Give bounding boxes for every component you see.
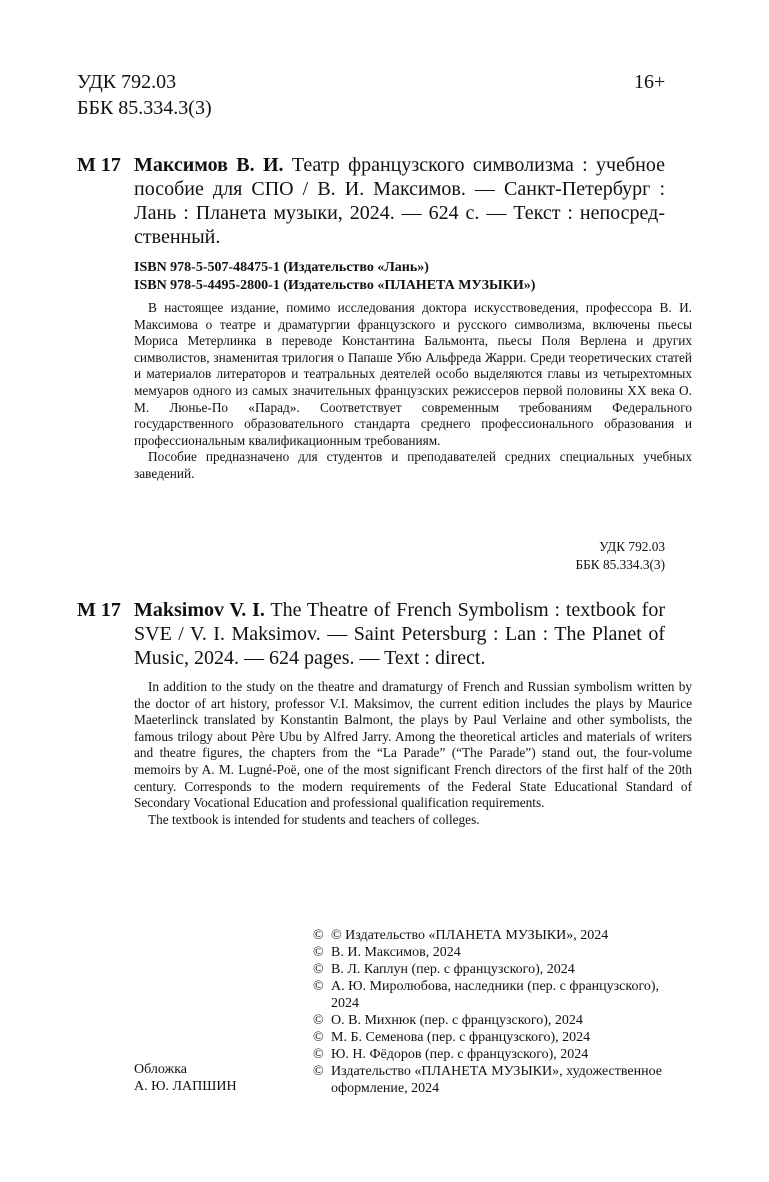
entry-ru xyxy=(134,153,665,249)
copyright-sign: © xyxy=(313,1047,324,1062)
header-classification xyxy=(77,69,212,121)
abstract-en-paragraph-2: The textbook is intended for students and teachers of colleges. xyxy=(148,811,480,827)
copyright-item: © Издательство «ПЛАНЕТА МУЗЫКИ», художественное оформление, 2024 xyxy=(313,1064,662,1096)
copyright-sign: © xyxy=(313,928,324,943)
age-rating: 16+ xyxy=(634,71,666,93)
copyright-item: © В. И. Максимов, 2024 xyxy=(313,945,461,960)
udk-right: УДК 792.03 xyxy=(599,539,665,554)
abstract-ru-paragraph-2: Пособие предназначено для студентов и преподавателей средних специальных учебных заведений. xyxy=(134,449,692,481)
entry-en-author: Maksimov V. I. xyxy=(134,599,265,621)
copyright-sign: © xyxy=(313,1030,324,1045)
isbn-block xyxy=(134,259,694,295)
copyright-item: © © Издательство «ПЛАНЕТА МУЗЫКИ», 2024 xyxy=(313,928,609,943)
isbn-lan: ISBN 978-5-507-48475-1 (Издательство «Лань») xyxy=(134,260,429,275)
entry-en-description: The Theatre of French Symbolism : textbook for SVE / V. I. Maksimov. — Saint Petersburg : Lan : The Planet of Music, 2024. — 624 pages. — Text : direct. xyxy=(134,599,665,669)
cover-designer: А. Ю. ЛАПШИН xyxy=(134,1079,237,1094)
udk-code: УДК 792.03 xyxy=(77,71,177,93)
entry-code-ru: М 17 xyxy=(77,154,121,176)
abstract-ru xyxy=(134,300,692,483)
entry-en xyxy=(134,598,665,670)
copyright-item: © М. Б. Семенова (пер. с французского), 2024 xyxy=(313,1030,591,1045)
entry-code-en: М 17 xyxy=(77,599,121,621)
copyright-list xyxy=(313,927,673,1097)
cover-label: Обложка xyxy=(134,1062,187,1077)
entry-ru-description: Театр французского символизма : учебное пособие для СПО / В. И. Максимов. — Санкт-Петербург : Лань : Планета музыки, 2024. — 624 с. — Текст : непосредственный. xyxy=(134,154,665,248)
copyright-item: © О. В. Михнюк (пер. с французского), 2024 xyxy=(313,1013,583,1028)
copyright-item: © Ю. Н. Фёдоров (пер. с французского), 2024 xyxy=(313,1047,589,1062)
classification-right xyxy=(575,538,665,574)
abstract-en xyxy=(134,679,692,828)
copyright-sign: © xyxy=(313,1013,324,1028)
isbn-planeta: ISBN 978-5-4495-2800-1 (Издательство «ПЛАНЕТА МУЗЫКИ») xyxy=(134,278,536,293)
abstract-en-paragraph-1: In addition to the study on the theatre and dramaturgy of French and Russian symbolism written by the doctor of art history, professor V.I. Maksimov, the current edition includes the plays by Maurice Maeterlinck translated by Konstantin Balmont, the plays by Paul Verlaine and other symbolists, the famous trilogy about Père Ubu by Alfred Jarry. Among the theoretical articles and materials of writers and theatre figures, the chapters from the “La Parade” (“The Parade”) stand out, the four-volume memoirs by A. M. Lugné-Poë, one of the most significant French directors of the first half of the 20th century. Corresponds to the modern requirements of the Federal State Educational Standard of Secondary Vocational Education and professional qualification requirements. xyxy=(134,679,692,811)
bbk-right: ББК 85.334.3(3) xyxy=(575,557,665,572)
copyright-item: © В. Л. Каплун (пер. с французского), 2024 xyxy=(313,962,575,977)
cover-credit xyxy=(134,1061,237,1095)
copyright-item: © А. Ю. Миролюбова, наследники (пер. с французского), 2024 xyxy=(313,979,660,1011)
copyright-sign: © xyxy=(313,1064,324,1079)
copyright-sign: © xyxy=(313,962,324,977)
copyright-sign: © xyxy=(313,945,324,960)
copyright-sign: © xyxy=(313,979,324,994)
entry-ru-author: Максимов В. И. xyxy=(134,154,284,176)
bbk-code: ББК 85.334.3(3) xyxy=(77,97,212,119)
abstract-ru-paragraph-1: В настоящее издание, помимо исследования доктора искусствоведения, профессора В. И. Максимова о театре и драматургии французского и русского символизма, включены пьесы Мориса Метерлинка в переводе Константина Бальмонта, пьесы Поля Верлена и других символистов, знаменитая трилогия о Папаше Убю Альфреда Жарри. Среди теоретических статей и материалов литераторов и театральных деятелей особо выделяются главы из четырехтомных мемуаров одного из самых значительных французских режиссеров первой половины XX века О. М. Люнье-По «Парад». Соответствует современным требованиям Федерального государственного образовательного стандарта среднего профессионального образования и профессиональным квалификационным требованиям. xyxy=(134,300,692,448)
